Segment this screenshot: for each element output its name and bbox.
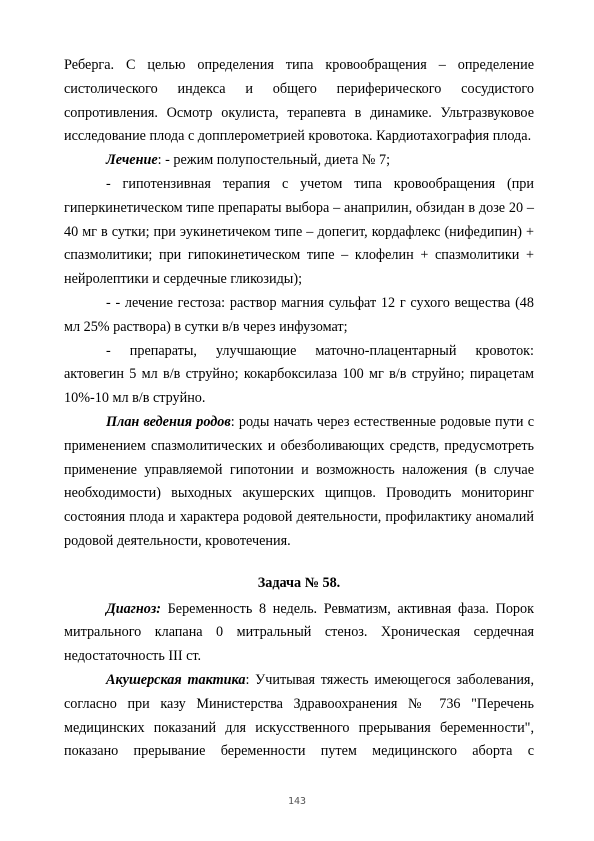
obstetric-tactics-label: Акушерская тактика xyxy=(106,671,246,688)
paragraph-hypotensive-therapy: - гипотензивная терапия с учетом типа кровообращения (при гиперкинетическом типе препараты выбора – анаприлин, обзидан в дозе 20 – 40 мг в сутки; при эукинетичеком типе – допегит, кордафлекс (нифедипин) + спазмолитики; при гипокинетическом типе – клофелин + спазмолитики + нейролептики и сердечные гликозиды); xyxy=(64,175,534,288)
paragraph-placental-drugs: - препараты, улучшающие маточно-плацентарный кровоток: актовегин 5 мл в/в струйно; кокарбоксилаза 100 мг в/в струйно; пирацетам 10%-10 мл в/в струйно. xyxy=(64,342,534,407)
section-spacer xyxy=(64,554,534,564)
paragraph-obstetric-tactics xyxy=(64,669,534,764)
diagnosis-label: Диагноз: xyxy=(106,600,161,617)
paragraph-examination: Реберга. С целью определения типа кровообращения – определение систолического индекса и общего периферического сосудистого сопротивления. Осмотр окулиста, терапевта в динамике. Ультразвуковое исследование плода с допплерометрией кровотока. Кардиотахография плода. xyxy=(64,57,534,145)
delivery-plan-label: План ведения родов xyxy=(106,413,231,430)
page-content xyxy=(64,54,534,764)
paragraph-delivery-plan xyxy=(64,411,534,554)
task-heading: Задача № 58. xyxy=(257,574,341,591)
obstetric-tactics-text: : Учитывая тяжесть имеющегося заболевания, согласно при казу Министерства Здравоохранения № 736 "Перечень медицинских показаний для искусственного прерывания беременности", показано прерывание беременности путем медицинского аборта с xyxy=(64,671,535,760)
treatment-label: Лечение xyxy=(106,152,158,169)
paragraph-treatment xyxy=(64,149,534,173)
page-number: 143 xyxy=(287,796,307,807)
delivery-plan-text: : роды начать через естественные родовые пути с применением спазмолитических и обезболивающих средств, предусмотреть применение управляемой гипотонии и возможность наложения (в случае необходимости) выходных акушерских щипцов. Проводить мониторинг состояния плода и характера родовой деятельности, профилактику аномалий родовой деятельности, кровотечения. xyxy=(64,413,534,549)
paragraph-diagnosis xyxy=(64,598,534,669)
treatment-text: : - режим полупостельный, диета № 7; xyxy=(157,152,391,169)
diagnosis-text: Беременность 8 недель. Ревматизм, активная фаза. Порок митрального клапана 0 митральный стеноз. Хроническая сердечная недостаточность III ст. xyxy=(64,600,534,665)
paragraph-gestosis-treatment: - - лечение гестоза: раствор магния сульфат 12 г сухого вещества (48 мл 25% раствора) в сутки в/в через инфузомат; xyxy=(64,294,534,335)
